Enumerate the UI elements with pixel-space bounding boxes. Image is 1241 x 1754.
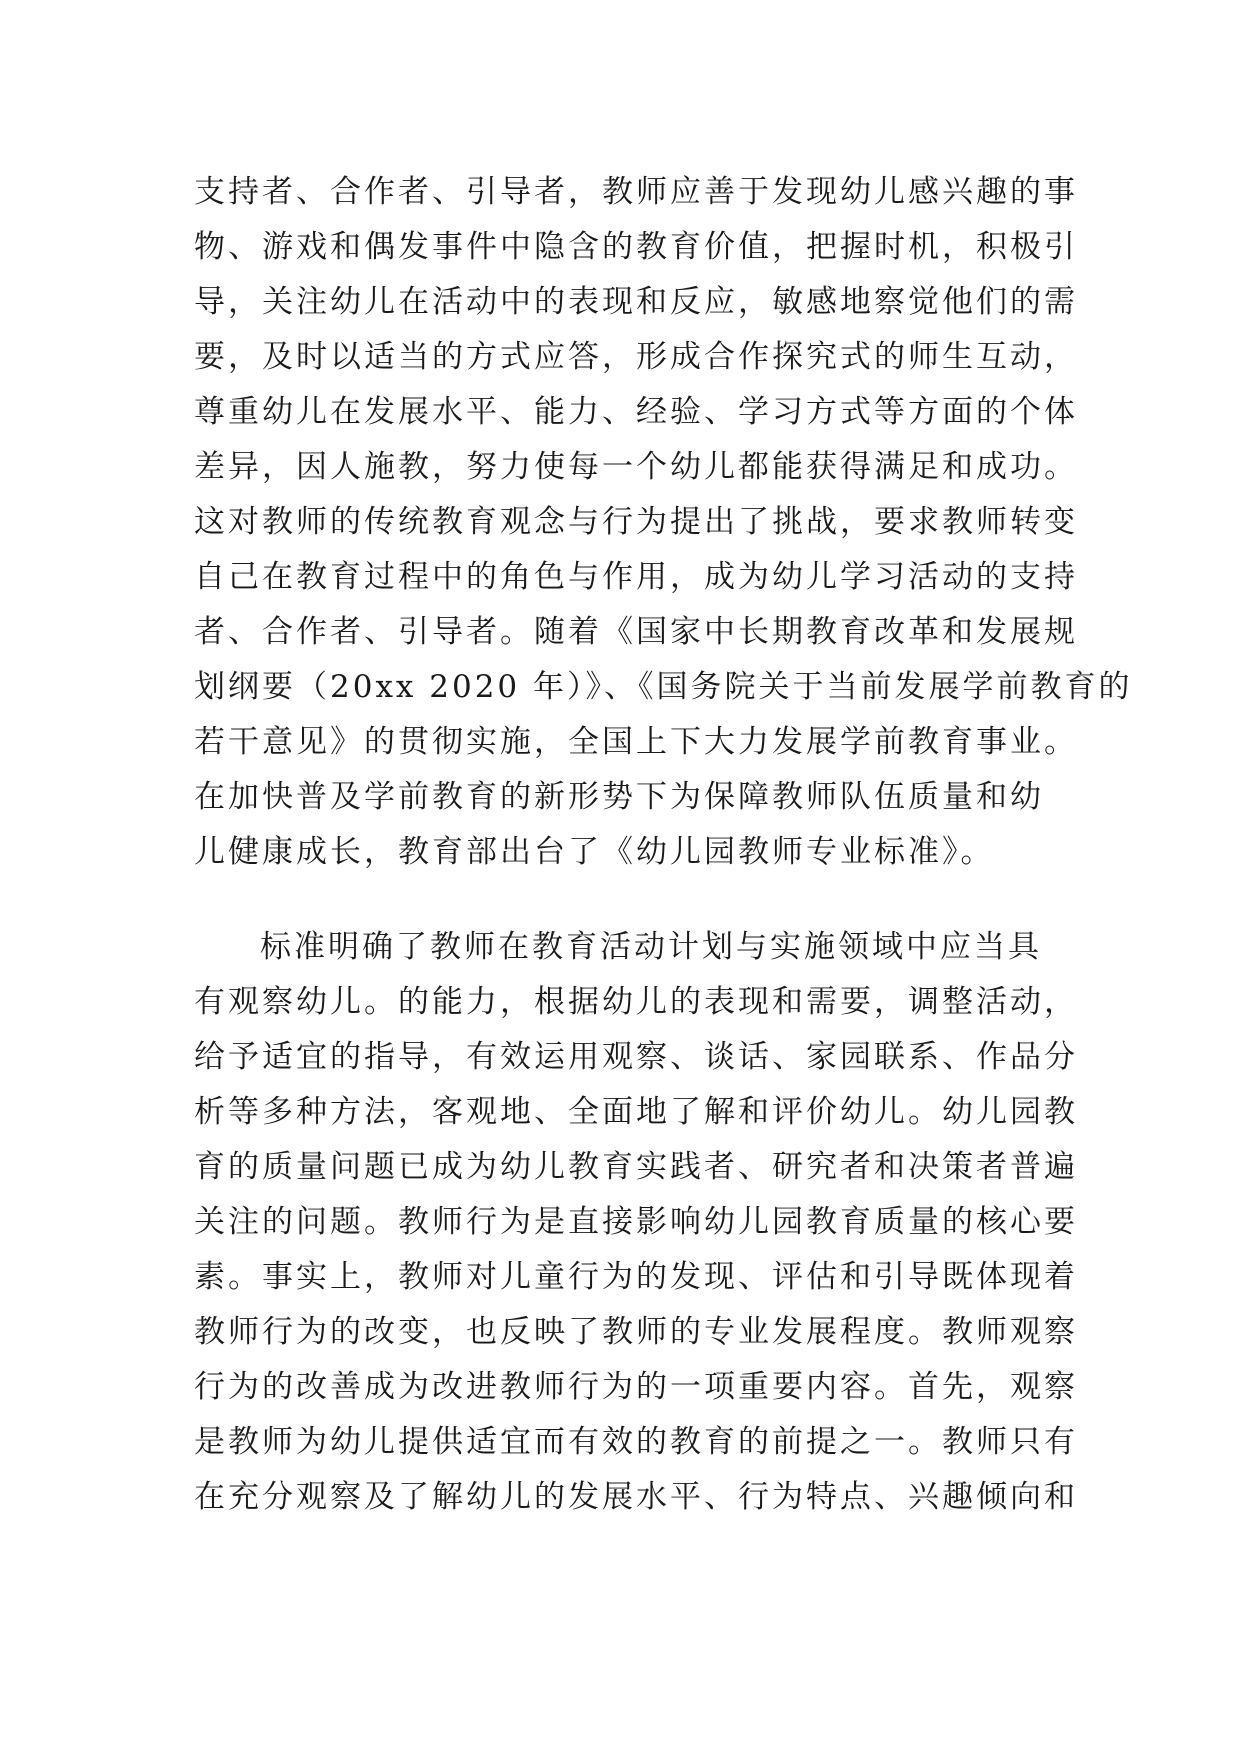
text-line: 教师行为的改变，也反映了教师的专业发展程度。教师观察 xyxy=(194,1314,1078,1350)
text-line: 差异，因人施教，努力使每一个幼儿都能获得满足和成功。 xyxy=(194,449,1078,485)
text-line: 析等多种方法，客观地、全面地了解和评价幼儿。幼儿园教 xyxy=(194,1094,1078,1130)
paragraph-2 xyxy=(194,920,1078,1525)
text-line: 是教师为幼儿提供适宜而有效的教育的前提之一。教师只有 xyxy=(194,1424,1078,1460)
text-line: 自己在教育过程中的角色与作用，成为幼儿学习活动的支持 xyxy=(194,559,1078,595)
text-line: 在加快普及学前教育的新形势下为保障教师队伍质量和幼 xyxy=(194,779,1044,815)
text-line: 支持者、合作者、引导者，教师应善于发现幼儿感兴趣的事 xyxy=(194,174,1078,210)
text-line: 要，及时以适当的方式应答，形成合作探究式的师生互动， xyxy=(194,339,1078,375)
text-line: 导，关注幼儿在活动中的表现和反应，敏感地察觉他们的需 xyxy=(194,284,1078,320)
text-line: 物、游戏和偶发事件中隐含的教育价值，把握时机，积极引 xyxy=(194,229,1078,265)
text-line: 这对教师的传统教育观念与行为提出了挑战，要求教师转变 xyxy=(194,504,1078,540)
text-line: 者、合作者、引导者。随着《国家中长期教育改革和发展规 xyxy=(194,614,1078,650)
paragraph-1 xyxy=(194,165,1133,880)
text-line: 给予适宜的指导，有效运用观察、谈话、家园联系、作品分 xyxy=(194,1039,1078,1075)
text-line: 若干意见》的贯彻实施，全国上下大力发展学前教育事业。 xyxy=(194,724,1078,760)
text-line: 有观察幼儿。的能力，根据幼儿的表现和需要，调整活动， xyxy=(194,984,1078,1020)
text-line: 划纲要（20xx 2020 年）》、《国务院关于当前发展学前教育的 xyxy=(194,669,1133,705)
text-line: 儿健康成长，教育部出台了《幼儿园教师专业标准》。 xyxy=(194,834,995,870)
text-line-first: 标准明确了教师在教育活动计划与实施领域中应当具 xyxy=(260,929,1042,965)
text-line: 在充分观察及了解幼儿的发展水平、行为特点、兴趣倾向和 xyxy=(194,1479,1078,1515)
text-line: 行为的改善成为改进教师行为的一项重要内容。首先，观察 xyxy=(194,1369,1078,1405)
text-line: 素。事实上，教师对儿童行为的发现、评估和引导既体现着 xyxy=(194,1259,1078,1295)
text-line: 关注的问题。教师行为是直接影响幼儿园教育质量的核心要 xyxy=(194,1204,1078,1240)
text-line: 育的质量问题已成为幼儿教育实践者、研究者和决策者普遍 xyxy=(194,1149,1078,1185)
text-line: 尊重幼儿在发展水平、能力、经验、学习方式等方面的个体 xyxy=(194,394,1078,430)
